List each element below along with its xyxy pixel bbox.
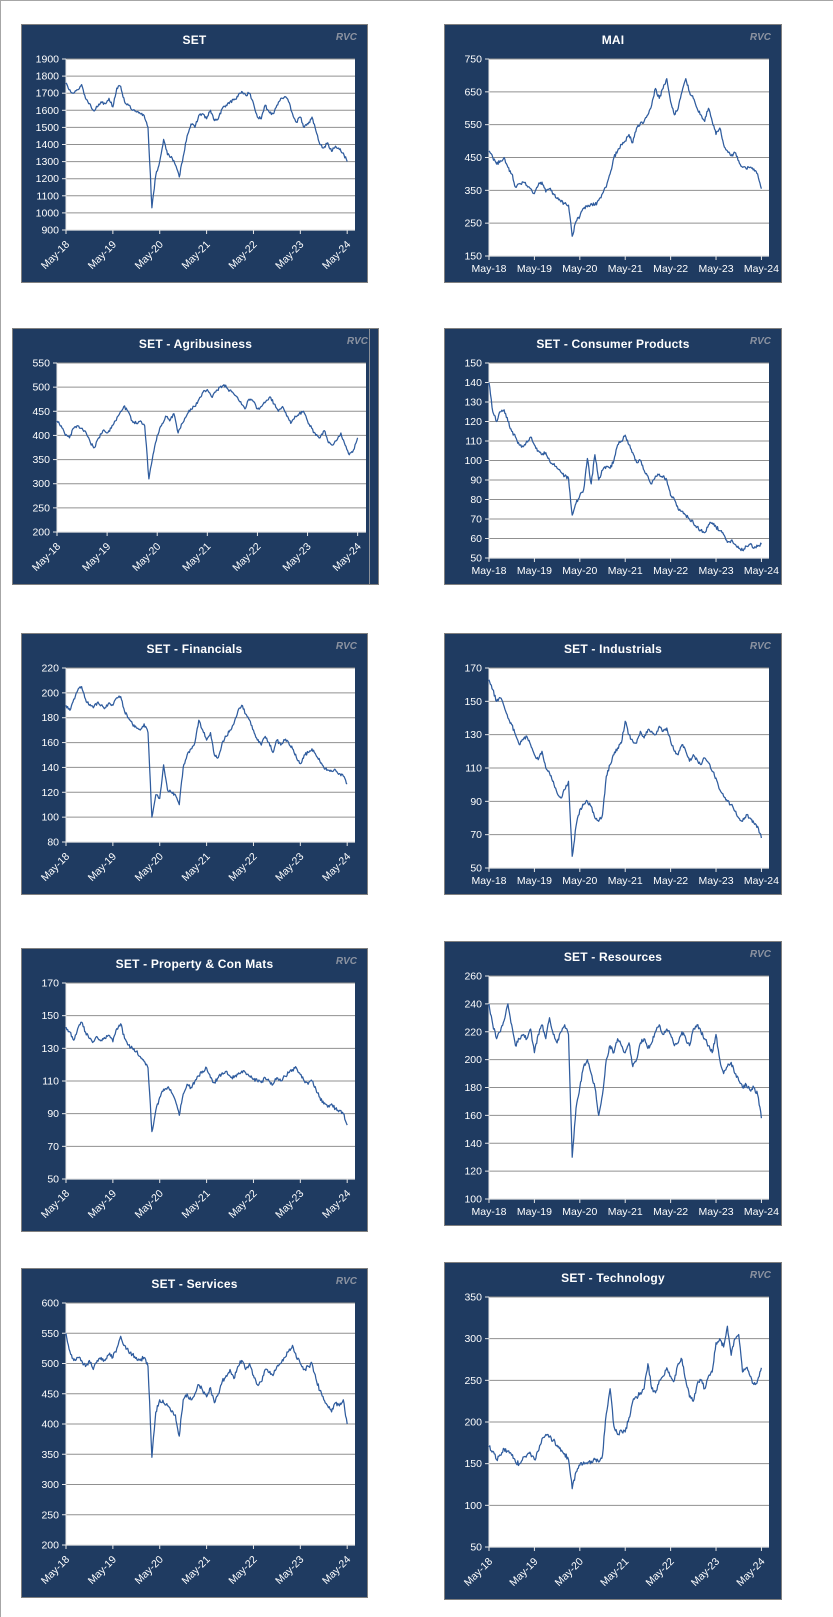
svg-text:240: 240 — [464, 998, 482, 1011]
chart-header — [445, 329, 781, 355]
svg-text:May-18: May-18 — [461, 1555, 496, 1589]
svg-text:May-23: May-23 — [688, 1555, 723, 1589]
svg-text:May-23: May-23 — [698, 263, 734, 275]
chart-set-property-con-mats — [21, 948, 368, 1232]
svg-text:450: 450 — [32, 405, 50, 418]
svg-text:250: 250 — [41, 1509, 59, 1522]
svg-text:May-24: May-24 — [320, 1187, 354, 1221]
svg-text:70: 70 — [470, 513, 482, 526]
svg-text:260: 260 — [464, 970, 482, 983]
svg-text:450: 450 — [464, 152, 482, 164]
svg-text:May-20: May-20 — [562, 263, 598, 275]
svg-text:350: 350 — [464, 1291, 482, 1304]
plot-area — [445, 968, 781, 1225]
svg-text:May-18: May-18 — [38, 1187, 73, 1221]
svg-text:May-19: May-19 — [516, 875, 552, 887]
svg-text:May-18: May-18 — [471, 1206, 507, 1218]
svg-text:150: 150 — [41, 1010, 59, 1023]
svg-text:May-22: May-22 — [226, 850, 260, 884]
plot-area — [22, 1295, 367, 1597]
svg-text:550: 550 — [32, 357, 50, 370]
svg-text:450: 450 — [41, 1388, 59, 1401]
svg-text:May-23: May-23 — [698, 565, 734, 577]
svg-text:300: 300 — [32, 478, 50, 491]
chart-header — [22, 1269, 367, 1295]
svg-text:May-18: May-18 — [471, 875, 507, 887]
chart-title: SET - Agribusiness — [138, 337, 253, 351]
svg-text:150: 150 — [464, 695, 482, 708]
svg-text:May-18: May-18 — [29, 540, 64, 574]
svg-text:May-22: May-22 — [653, 1206, 689, 1218]
svg-text:160: 160 — [41, 737, 59, 750]
svg-text:May-24: May-24 — [320, 850, 354, 884]
svg-text:May-21: May-21 — [598, 1555, 632, 1589]
chart-title: SET - Services — [151, 1277, 238, 1291]
plot-area — [22, 51, 367, 282]
svg-text:50: 50 — [470, 1541, 482, 1554]
chart-title: SET - Technology — [561, 1271, 665, 1285]
svg-text:May-23: May-23 — [273, 1553, 307, 1587]
svg-text:1200: 1200 — [35, 173, 59, 186]
brand-label: RVC — [749, 949, 771, 960]
svg-text:50: 50 — [470, 552, 482, 565]
svg-text:1600: 1600 — [35, 104, 59, 117]
plot-area — [445, 1289, 781, 1599]
svg-text:May-23: May-23 — [698, 1206, 734, 1218]
svg-text:70: 70 — [47, 1140, 59, 1153]
svg-text:May-18: May-18 — [471, 263, 507, 275]
svg-text:300: 300 — [464, 1333, 482, 1346]
svg-text:400: 400 — [32, 429, 50, 442]
svg-text:130: 130 — [464, 396, 482, 409]
svg-text:150: 150 — [464, 250, 482, 263]
chart-header — [445, 942, 781, 968]
svg-text:250: 250 — [464, 1374, 482, 1387]
svg-text:May-23: May-23 — [698, 875, 734, 887]
brand-label: RVC — [346, 336, 368, 347]
svg-text:May-24: May-24 — [743, 565, 779, 577]
svg-text:50: 50 — [47, 1173, 59, 1186]
svg-text:May-20: May-20 — [132, 238, 166, 272]
svg-text:May-24: May-24 — [734, 1555, 768, 1589]
svg-text:100: 100 — [464, 1499, 482, 1512]
svg-text:120: 120 — [464, 1165, 482, 1178]
svg-text:1300: 1300 — [35, 156, 59, 169]
svg-text:750: 750 — [464, 53, 482, 66]
svg-text:May-23: May-23 — [280, 540, 314, 574]
svg-text:May-19: May-19 — [79, 540, 114, 574]
svg-text:May-19: May-19 — [516, 263, 552, 275]
svg-text:May-20: May-20 — [132, 850, 166, 884]
brand-label: RVC — [749, 336, 771, 347]
chart-set-consumer-products — [444, 328, 782, 585]
svg-text:May-18: May-18 — [38, 238, 73, 272]
svg-text:May-23: May-23 — [273, 850, 307, 884]
plot-area — [22, 660, 367, 894]
svg-text:900: 900 — [41, 224, 59, 237]
svg-text:550: 550 — [41, 1327, 59, 1340]
svg-text:110: 110 — [465, 762, 482, 775]
svg-text:May-22: May-22 — [226, 1553, 260, 1587]
svg-text:May-24: May-24 — [743, 263, 779, 275]
svg-text:140: 140 — [464, 377, 482, 389]
svg-text:350: 350 — [464, 184, 482, 197]
chart-set-industrials — [444, 633, 782, 895]
svg-text:300: 300 — [41, 1479, 59, 1491]
svg-text:170: 170 — [41, 977, 59, 990]
svg-text:May-21: May-21 — [179, 1187, 213, 1221]
plot-area — [445, 51, 781, 282]
sheet-top-edge-line — [0, 0, 833, 1]
chart-header — [13, 329, 378, 355]
svg-text:50: 50 — [470, 862, 482, 875]
svg-text:650: 650 — [464, 86, 482, 99]
column-gridline-artifact — [369, 329, 370, 584]
svg-text:1400: 1400 — [35, 139, 59, 151]
svg-text:220: 220 — [41, 662, 59, 675]
svg-text:May-19: May-19 — [85, 850, 119, 884]
svg-text:May-21: May-21 — [607, 565, 643, 577]
svg-text:180: 180 — [41, 712, 59, 725]
svg-text:550: 550 — [464, 119, 482, 132]
svg-text:90: 90 — [470, 795, 482, 808]
svg-text:200: 200 — [41, 687, 59, 700]
svg-text:350: 350 — [41, 1448, 59, 1461]
svg-text:180: 180 — [464, 1082, 482, 1094]
svg-text:May-19: May-19 — [516, 565, 552, 577]
sheet-left-edge-line — [0, 0, 1, 1617]
brand-label: RVC — [335, 956, 357, 967]
svg-text:1100: 1100 — [36, 190, 59, 203]
svg-text:May-21: May-21 — [179, 1553, 213, 1587]
chart-title: SET - Resources — [563, 950, 663, 964]
svg-text:130: 130 — [464, 729, 482, 742]
svg-text:May-20: May-20 — [132, 1187, 166, 1221]
svg-text:May-22: May-22 — [643, 1555, 677, 1589]
svg-text:May-20: May-20 — [562, 1206, 598, 1218]
svg-text:500: 500 — [32, 381, 50, 394]
svg-text:140: 140 — [464, 1137, 482, 1150]
svg-text:May-19: May-19 — [85, 1187, 119, 1221]
brand-label: RVC — [749, 641, 771, 652]
svg-text:May-23: May-23 — [273, 238, 307, 272]
svg-text:130: 130 — [41, 1042, 59, 1055]
svg-text:140: 140 — [41, 761, 59, 774]
svg-text:500: 500 — [41, 1358, 59, 1370]
brand-label: RVC — [335, 641, 357, 652]
svg-text:120: 120 — [464, 416, 482, 428]
svg-text:May-20: May-20 — [132, 1553, 166, 1587]
chart-header — [22, 634, 367, 660]
svg-text:90: 90 — [47, 1108, 59, 1121]
chart-header — [445, 25, 781, 51]
svg-text:90: 90 — [470, 474, 482, 487]
svg-text:May-24: May-24 — [320, 238, 354, 272]
chart-header — [22, 25, 367, 51]
svg-text:May-22: May-22 — [230, 540, 264, 574]
chart-header — [445, 1263, 781, 1289]
svg-text:May-20: May-20 — [562, 875, 598, 887]
svg-text:60: 60 — [470, 533, 482, 545]
svg-text:May-19: May-19 — [85, 1553, 119, 1587]
svg-text:May-21: May-21 — [179, 238, 213, 272]
plot-area — [445, 660, 781, 894]
svg-text:May-24: May-24 — [320, 1553, 354, 1587]
chart-title: MAI — [601, 33, 625, 47]
chart-mai — [444, 24, 782, 283]
svg-text:May-22: May-22 — [653, 565, 689, 577]
svg-text:250: 250 — [32, 502, 50, 515]
svg-text:250: 250 — [464, 217, 482, 230]
svg-text:May-20: May-20 — [130, 540, 164, 574]
svg-text:150: 150 — [464, 357, 482, 370]
svg-text:70: 70 — [470, 829, 482, 842]
svg-text:80: 80 — [47, 836, 59, 849]
chart-set-services — [21, 1268, 368, 1598]
chart-title: SET — [182, 33, 207, 47]
chart-set-financials — [21, 633, 368, 895]
svg-text:May-19: May-19 — [516, 1206, 552, 1218]
svg-text:May-20: May-20 — [552, 1555, 586, 1589]
svg-text:May-24: May-24 — [743, 1206, 779, 1218]
brand-label: RVC — [749, 1270, 771, 1281]
chart-set — [21, 24, 368, 283]
brand-label: RVC — [335, 32, 357, 43]
svg-text:May-18: May-18 — [38, 1553, 73, 1587]
svg-text:May-22: May-22 — [653, 875, 689, 887]
svg-text:100: 100 — [464, 1193, 482, 1206]
svg-text:200: 200 — [464, 1054, 482, 1067]
svg-text:May-24: May-24 — [330, 540, 364, 574]
svg-text:160: 160 — [464, 1109, 482, 1122]
svg-text:May-21: May-21 — [179, 850, 213, 884]
svg-text:May-21: May-21 — [180, 540, 214, 574]
svg-text:170: 170 — [464, 662, 482, 675]
brand-label: RVC — [335, 1276, 357, 1287]
svg-text:May-21: May-21 — [607, 875, 643, 887]
chart-header — [22, 949, 367, 975]
svg-text:200: 200 — [464, 1416, 482, 1429]
chart-set-agribusiness — [12, 328, 379, 585]
svg-text:110: 110 — [42, 1075, 59, 1088]
svg-text:200: 200 — [41, 1539, 59, 1552]
svg-text:May-22: May-22 — [226, 1187, 260, 1221]
svg-text:100: 100 — [464, 455, 482, 467]
svg-text:May-20: May-20 — [562, 565, 598, 577]
chart-set-resources — [444, 941, 782, 1226]
svg-text:110: 110 — [465, 435, 482, 448]
svg-text:May-24: May-24 — [743, 875, 779, 887]
svg-text:80: 80 — [470, 494, 482, 506]
chart-set-technology — [444, 1262, 782, 1600]
plot-area — [445, 355, 781, 584]
svg-text:1000: 1000 — [35, 207, 59, 220]
svg-text:May-19: May-19 — [507, 1555, 541, 1589]
svg-text:May-19: May-19 — [85, 238, 119, 272]
svg-text:May-22: May-22 — [226, 238, 260, 272]
chart-title: SET - Consumer Products — [536, 337, 690, 351]
svg-text:May-18: May-18 — [38, 850, 73, 884]
chart-title: SET - Property & Con Mats — [115, 957, 274, 971]
svg-text:100: 100 — [41, 811, 59, 824]
svg-text:1700: 1700 — [35, 87, 59, 100]
chart-title: SET - Industrials — [563, 642, 663, 656]
svg-text:May-23: May-23 — [273, 1187, 307, 1221]
svg-text:400: 400 — [41, 1418, 59, 1431]
svg-text:1800: 1800 — [35, 70, 59, 83]
svg-text:May-21: May-21 — [607, 263, 643, 275]
svg-text:May-21: May-21 — [607, 1206, 643, 1218]
chart-header — [445, 634, 781, 660]
plot-area — [13, 355, 378, 584]
svg-text:350: 350 — [32, 454, 50, 467]
svg-text:200: 200 — [32, 526, 50, 539]
svg-text:1500: 1500 — [35, 121, 59, 134]
chart-title: SET - Financials — [146, 642, 243, 656]
brand-label: RVC — [749, 32, 771, 43]
plot-area — [22, 975, 367, 1231]
svg-text:150: 150 — [464, 1458, 482, 1471]
svg-text:600: 600 — [41, 1297, 59, 1310]
svg-text:1900: 1900 — [35, 53, 59, 66]
svg-text:May-22: May-22 — [653, 263, 689, 275]
svg-text:220: 220 — [464, 1026, 482, 1039]
svg-text:120: 120 — [41, 786, 59, 799]
svg-text:May-18: May-18 — [471, 565, 507, 577]
